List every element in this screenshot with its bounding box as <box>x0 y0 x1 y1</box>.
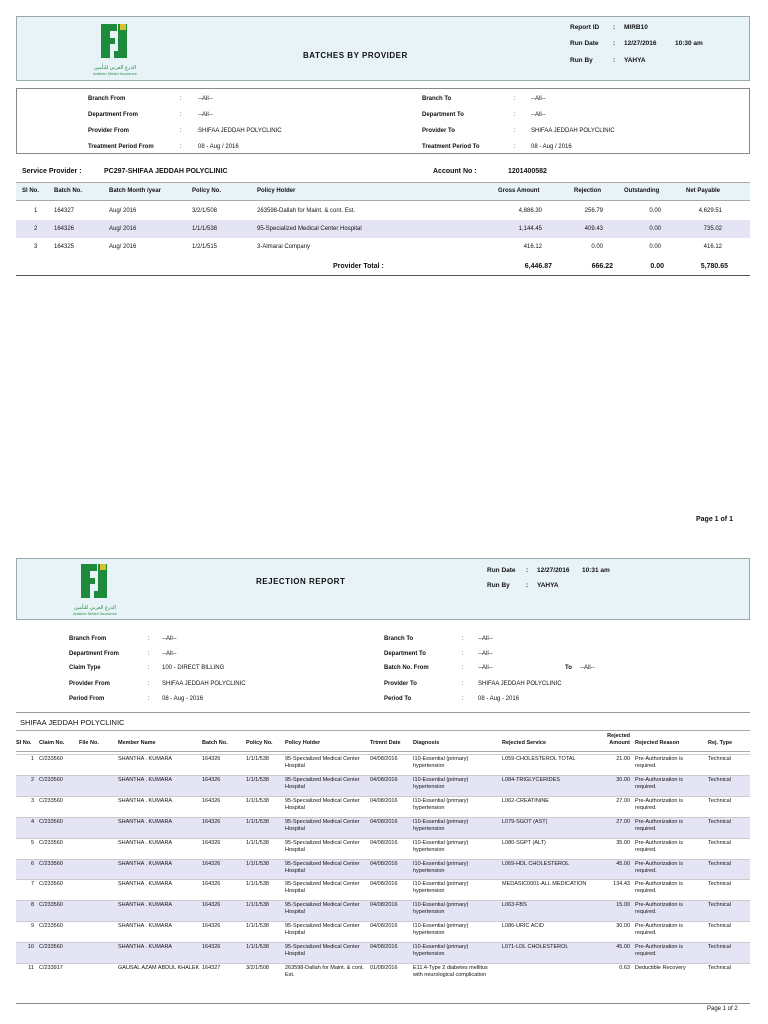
report2-table-cell: 0.63 <box>619 965 630 971</box>
report2-table-cell: 164326 <box>202 756 221 762</box>
report2-table-cell: 30.00 <box>616 923 630 930</box>
report2-table-cell: 5 <box>30 839 34 846</box>
report2-table-cell: 8 <box>30 902 34 909</box>
report2-table-cell: L084-TRIGLYCERIDES <box>502 776 560 783</box>
report1-table-cell: 3-Almarai Company <box>257 244 311 250</box>
report2-table-cell: I10-Essential (primary) hypertension <box>413 756 469 769</box>
report2-table-cell: Pre-Authorization is required. <box>635 881 683 895</box>
report1-service-provider-label: Service Provider : <box>22 168 82 175</box>
report2-table-cell: 164326 <box>202 944 221 951</box>
report2-table-cell: I10-Essential (primary) hypertension <box>413 902 469 916</box>
report1-meta-id-sep: : <box>613 24 616 31</box>
report1-filter-left-sep: : <box>180 112 182 118</box>
report1-meta-date-value: 12/27/2016 <box>624 40 657 47</box>
report2-filter-right-sep: : <box>462 651 464 657</box>
report1-table-cell: 416.12 <box>703 244 722 250</box>
report1-table-cell: 263598-Dallah for Maint. & cont. Est. <box>257 208 356 214</box>
report1-table-cell: 164327 <box>54 208 75 214</box>
report2-filter-right-label: Branch To <box>384 636 414 642</box>
report1-meta-runby-sep: : <box>613 57 616 64</box>
report2-row-separator <box>16 817 750 818</box>
report2-table-cell: 4 <box>30 818 34 825</box>
report2-filter-left-value: 08 - Aug - 2016 <box>162 696 204 702</box>
report2-row-separator <box>16 879 750 880</box>
report1-meta-id-value: MIRB10 <box>624 24 648 31</box>
report2-table-cell: 04/08/2016 <box>370 756 398 762</box>
report1-total-value: 666.22 <box>591 263 613 270</box>
report2-table-cell: 1/1/1/538 <box>246 797 269 804</box>
report2-table-cell: 2 <box>30 776 34 783</box>
report2-table-cell: 95-Specialized Medical Center Hospital <box>285 944 360 958</box>
report2-table-cell: 7 <box>30 881 34 888</box>
report1-table-cell: 735.02 <box>703 226 722 232</box>
report2-row-separator <box>16 942 750 943</box>
report2-table-cell: L086-URIC ACID <box>502 923 544 930</box>
report2-table-cell: C/233560 <box>39 923 63 930</box>
logo-arabic-text-2: الدرع العربي للتأمين <box>74 605 116 611</box>
report2-table-cell: Technical <box>708 756 731 762</box>
report1-account-label: Account No : <box>433 168 477 175</box>
report1-meta-date-label: Run Date <box>570 40 599 47</box>
report2-filter-left-value: --All-- <box>162 651 177 657</box>
report2-batch-to-value: --All-- <box>580 665 595 671</box>
report1-column-header: Batch Month /year <box>109 188 162 194</box>
report2-header <box>16 558 750 620</box>
report2-table-cell: 164326 <box>202 902 221 909</box>
report2-filter-left-sep: : <box>148 696 150 702</box>
report1-filter-left-sep: : <box>180 128 182 134</box>
report1-column-header: Batch No. <box>54 188 83 194</box>
arabian-shield-logo-2 <box>65 560 125 620</box>
report1-filter-left-value: --All-- <box>198 112 213 118</box>
report2-table-cell: 95-Specialized Medical Center Hospital <box>285 860 360 874</box>
report2-table-cell: 27.00 <box>616 797 630 804</box>
report2-table-cell: L069-HDL CHOLESTEROL <box>502 860 570 867</box>
report2-table-cell: Technical <box>708 797 731 804</box>
report1-filter-left-sep: : <box>180 96 182 102</box>
report1-table-cell: 2 <box>34 226 38 232</box>
report2-table-cell: 134.43 <box>613 881 630 888</box>
report2-column-header: Policy No. <box>246 740 273 746</box>
report2-filter-left-label: Department From <box>69 651 120 657</box>
report2-filter-right-value: --All-- <box>478 636 493 642</box>
report1-meta-runby-value: YAHYA <box>624 57 646 64</box>
report1-table-cell: 3 <box>34 244 38 250</box>
report2-row-separator <box>16 963 750 964</box>
logo-english-text-2: Arabian Shield Insurance <box>73 612 117 616</box>
report2-table-cell: SHANTHA . KUMARA <box>118 923 173 930</box>
report1-column-header: Rejection <box>574 188 602 194</box>
report2-table-cell: Pre-Authorization is required. <box>635 860 683 874</box>
report2-table-cell: SHANTHA . KUMARA <box>118 776 173 783</box>
report2-filter-right-label: Provider To <box>384 681 417 687</box>
report2-table-cell: SHANTHA . KUMARA <box>118 881 173 888</box>
report2-table-cell: 04/08/2016 <box>370 860 398 867</box>
report1-table-cell: 0.00 <box>649 244 661 250</box>
report1-column-header: Net Payable <box>686 188 721 194</box>
report2-table-cell: Pre-Authorization is required. <box>635 818 683 832</box>
report2-table-cell: 1/1/1/538 <box>246 839 269 846</box>
report2-table-cell: 164326 <box>202 776 221 783</box>
report1-filter-right-label: Branch To <box>422 96 452 102</box>
report1-filter-right-sep: : <box>514 96 516 102</box>
report2-filter-right-label: Department To <box>384 651 426 657</box>
report1-filter-left-label: Department From <box>88 112 139 118</box>
report1-filter-right-sep: : <box>514 128 516 134</box>
report2-table-cell: Pre-Authorization is required. <box>635 776 683 790</box>
report2-table-cell: C/233560 <box>39 818 63 825</box>
report1-filter-right-value: 08 - Aug / 2016 <box>531 144 572 150</box>
report1-table-cell: 164325 <box>54 244 75 250</box>
report1-table-cell: 1/1/1/538 <box>192 226 218 232</box>
report2-table-cell: 04/08/2016 <box>370 818 398 825</box>
report2-table-cell: I10-Essential (primary) hypertension <box>413 860 469 874</box>
report2-table-cell: L071-LDL CHOLESTEROL <box>502 944 569 951</box>
report2-table-cell: 95-Specialized Medical Center Hospital <box>285 902 360 916</box>
report2-table-cell: 27.00 <box>616 818 630 825</box>
report2-column-header: File No. <box>79 740 99 746</box>
report2-row-separator <box>16 796 750 797</box>
report2-table-cell: 1/1/1/538 <box>246 776 269 783</box>
report2-column-header: Batch No. <box>202 740 228 746</box>
report1-table-cell: 1 <box>34 208 38 214</box>
report1-total-value: 0.00 <box>650 263 664 270</box>
report2-column-header: Trtmnt Date <box>370 740 401 746</box>
report1-filter-right-sep: : <box>514 144 516 150</box>
report2-table-cell: 95-Specialized Medical Center Hospital <box>285 818 360 832</box>
report2-row-separator <box>16 838 750 839</box>
report2-table-cell: L079-SGOT (AST) <box>502 818 548 825</box>
report1-table-cell: 409.43 <box>584 226 603 232</box>
report1-table-cell: 0.00 <box>649 208 661 214</box>
report1-page-number: Page 1 of 1 <box>696 516 733 523</box>
report1-service-provider-value: PC297-SHIFAA JEDDAH POLYCLINIC <box>104 168 228 175</box>
report1-column-header: Sl No. <box>22 188 40 194</box>
report2-table-cell: C/233560 <box>39 944 63 951</box>
report2-table-cell: Deductible Recovery <box>635 965 686 971</box>
report2-table-cell: Pre-Authorization is required. <box>635 797 683 811</box>
report2-table-cell: C/233560 <box>39 902 63 909</box>
report1-filter-left-label: Branch From <box>88 96 126 102</box>
report2-table-cell: GAUSAL AZAM ABDUL KHALEK <box>118 965 200 971</box>
report1-meta-date-sep: : <box>613 40 616 47</box>
report2-row-separator <box>16 754 750 755</box>
report2-table-cell: Technical <box>708 776 731 783</box>
report2-column-header: Rejected Service <box>502 740 547 746</box>
report1-column-header: Policy Holder <box>257 188 296 194</box>
report2-table-cell: 30.00 <box>616 776 630 783</box>
report1-meta-id-label: Report ID <box>570 24 600 31</box>
report1-filter-left-label: Treatment Period From <box>88 144 154 150</box>
report1-filter-left-sep: : <box>180 144 182 150</box>
report2-meta-runby-sep: : <box>526 582 529 589</box>
report2-column-header: Member Name <box>118 740 156 746</box>
report1-title: BATCHES BY PROVIDER <box>303 51 408 60</box>
logo-english-text: Arabian Shield Insurance <box>93 72 137 76</box>
report2-table-cell: 45.00 <box>616 860 630 867</box>
report2-table-cell: 04/08/2016 <box>370 923 398 930</box>
report2-filter-right-value: SHIFAA JEDDAH POLYCLINIC <box>478 681 562 687</box>
report2-table-cell: 164326 <box>202 860 221 867</box>
report2-table-cell: 10 <box>27 944 34 951</box>
report2-meta-time-value: 10:31 am <box>582 567 610 574</box>
report2-table-cell: SHANTHA . KUMARA <box>118 839 173 846</box>
report1-table-cell: 3/2/1/508 <box>192 208 218 214</box>
report2-row-separator <box>16 859 750 860</box>
report2-row-separator <box>16 900 750 901</box>
report1-table-cell: 1/2/1/515 <box>192 244 218 250</box>
report2-table-cell: Technical <box>708 860 731 867</box>
report2-row-separator <box>16 921 750 922</box>
report1-table-cell: 256.79 <box>584 208 603 214</box>
report1-filter-right-value: SHIFAA JEDDAH POLYCLINIC <box>531 128 615 134</box>
report1-table-cell: Aug/ 2016 <box>109 208 137 214</box>
report2-table-cell: 11 <box>28 965 34 971</box>
report2-table-cell: I10-Essential (primary) hypertension <box>413 839 469 853</box>
report2-table-cell: 95-Specialized Medical Center Hospital <box>285 881 360 895</box>
report2-table-cell: C/233560 <box>39 776 63 783</box>
report1-filter-right-label: Provider To <box>422 128 455 134</box>
report2-table-cell: 04/08/2016 <box>370 839 398 846</box>
report2-meta-date-sep: : <box>526 567 529 574</box>
logo-arabic-text: الدرع العربي للتأمين <box>94 65 136 71</box>
report1-filter-right-label: Department To <box>422 112 464 118</box>
report2-column-header: Policy Holder <box>285 740 321 746</box>
report2-title: REJECTION REPORT <box>256 577 346 586</box>
report2-filter-left-value: --All-- <box>162 636 177 642</box>
report2-table-cell: Technical <box>708 923 731 930</box>
report2-filter-right-sep: : <box>462 696 464 702</box>
report2-filter-right-sep: : <box>462 681 464 687</box>
report1-filter-right-label: Treatment Period To <box>422 144 480 150</box>
report2-table-cell: Pre-Authorization is required. <box>635 923 683 937</box>
report2-table-cell: 95-Specialized Medical Center Hospital <box>285 923 360 937</box>
report2-meta-date-value: 12/27/2016 <box>537 567 570 574</box>
report1-filter-right-value: --All-- <box>531 96 546 102</box>
report2-table-cell: Pre-Authorization is required. <box>635 756 683 769</box>
report2-column-header: Claim No. <box>39 740 65 746</box>
report2-table-cell: 21.00 <box>616 756 630 762</box>
report2-table-cell: 45.00 <box>616 944 630 951</box>
report2-table-cell: 95-Specialized Medical Center Hospital <box>285 839 360 853</box>
report2-table-cell: 1/1/1/538 <box>246 756 269 762</box>
report1-divider <box>16 275 750 276</box>
report2-table-cell: C/233560 <box>39 797 63 804</box>
report2-table-cell: L063-FBS <box>502 902 527 909</box>
report1-account-value: 1201400582 <box>508 168 547 175</box>
report2-table-cell: SHANTHA . KUMARA <box>118 944 173 951</box>
report2-column-header: Sl No. <box>16 740 32 746</box>
report2-filter-right-value: --All-- <box>478 665 493 671</box>
report2-table-cell: 01/08/2016 <box>370 965 398 971</box>
report2-table-cell: 3 <box>30 797 34 804</box>
report1-filter-left-value: SHIFAA JEDDAH POLYCLINIC <box>198 128 282 134</box>
report2-table-cell: 04/08/2016 <box>370 797 398 804</box>
report1-provider-total-label: Provider Total : <box>333 263 384 270</box>
report2-table-cell: 95-Specialized Medical Center Hospital <box>285 776 360 790</box>
report2-filter-right-label: Period To <box>384 696 412 702</box>
report1-table-cell: 416.12 <box>523 244 542 250</box>
report2-filter-right-sep: : <box>462 636 464 642</box>
report2-table-cell: L062-CREATININE <box>502 797 549 804</box>
report2-meta-runby-label: Run By <box>487 582 510 589</box>
report2-table-cell: Pre-Authorization is required. <box>635 902 683 916</box>
report2-table-cell: Technical <box>708 902 731 909</box>
report2-column-header: Rej. Type <box>708 740 733 746</box>
report2-table-cell: SHANTHA . KUMARA <box>118 756 173 762</box>
report2-table-cell: 1/1/1/538 <box>246 902 269 909</box>
report1-table-cell: 0.00 <box>591 244 603 250</box>
report2-table-cell: SHANTHA . KUMARA <box>118 818 173 825</box>
report2-table-cell: 1/1/1/538 <box>246 944 269 951</box>
report2-table-cell: E11.4-Type 2 diabetes mellitus with neurological complication <box>413 965 488 978</box>
report1-column-header: Outstanding <box>624 188 660 194</box>
report1-table-cell: 4,629.51 <box>698 208 722 214</box>
report2-table-cell: Pre-Authorization is required. <box>635 839 683 853</box>
report2-table-cell: 1/1/1/538 <box>246 923 269 930</box>
report2-page-number: Page 1 of 2 <box>707 1006 738 1012</box>
report2-filter-left-sep: : <box>148 665 150 671</box>
report2-table-cell: MEDASIC0001-ALL MEDICATION <box>502 881 587 888</box>
report1-table-cell: 164326 <box>54 226 75 232</box>
report2-table-cell: Technical <box>708 881 731 888</box>
report2-table-cell: Technical <box>708 944 731 951</box>
report2-filter-right-value: 08 - Aug - 2016 <box>478 696 520 702</box>
report2-table-cell: 263598-Dallah for Maint. & cont. Est. <box>285 965 364 978</box>
report2-table-cell: 04/08/2016 <box>370 776 398 783</box>
report2-table-cell: Technical <box>708 839 731 846</box>
report2-table-cell: 164326 <box>202 818 221 825</box>
report2-filter-right-label: Batch No. From <box>384 665 429 671</box>
report1-filter-right-value: --All-- <box>531 112 546 118</box>
report1-column-header: Policy No. <box>192 188 222 194</box>
report2-filter-left-value: SHIFAA JEDDAH POLYCLINIC <box>162 681 246 687</box>
report2-table-cell: C/233560 <box>39 860 63 867</box>
report2-filter-left-sep: : <box>148 636 150 642</box>
report2-table-cell: 164326 <box>202 923 221 930</box>
report2-meta-runby-value: YAHYA <box>537 582 559 589</box>
report2-table-cell: L059-CHOLESTEROL TOTAL <box>502 756 576 762</box>
report2-table-cell: 164326 <box>202 839 221 846</box>
report2-filter-left-value: 100 - DIRECT BILLING <box>162 665 225 671</box>
report2-filter-left-label: Branch From <box>69 636 107 642</box>
report1-filter-left-value: --All-- <box>198 96 213 102</box>
report2-table-cell: I10-Essential (primary) hypertension <box>413 944 469 958</box>
report2-table-cell: Technical <box>708 965 731 971</box>
report2-table-cell: 3/2/1/508 <box>246 965 269 971</box>
report1-meta-runby-label: Run By <box>570 57 593 64</box>
report2-column-header: Diagnosis <box>413 740 440 746</box>
report2-table-cell: C/233917 <box>39 965 63 971</box>
report2-table-cell: 1/1/1/538 <box>246 860 269 867</box>
report2-filter-right-sep: : <box>462 665 464 671</box>
report2-table-cell: 9 <box>30 923 34 930</box>
report2-table-cell: 6 <box>30 860 34 867</box>
report2-table-cell: I10-Essential (primary) hypertension <box>413 776 469 790</box>
report2-filter-left-label: Provider From <box>69 681 111 687</box>
report2-table-cell: Pre-Authorization is required. <box>635 944 683 958</box>
report1-table-cell: 0.00 <box>649 226 661 232</box>
report2-filter-left-sep: : <box>148 681 150 687</box>
report2-table-cell: I10-Essential (primary) hypertension <box>413 923 469 937</box>
report1-filter-left-value: 08 - Aug / 2016 <box>198 144 239 150</box>
report2-table-cell: 95-Specialized Medical Center Hospital <box>285 756 360 769</box>
report1-filter-left-label: Provider From <box>88 128 130 134</box>
report2-divider-bottom <box>16 1003 750 1004</box>
report1-table-cell: Aug/ 2016 <box>109 244 137 250</box>
report2-table-cell: 04/08/2016 <box>370 881 398 888</box>
report2-table-cell: 164327 <box>202 965 221 971</box>
report2-table-cell: Technical <box>708 818 731 825</box>
report2-table-cell: 164326 <box>202 881 221 888</box>
report2-provider-heading: SHIFAA JEDDAH POLYCLINIC <box>20 718 125 727</box>
report2-table-cell: 1/1/1/538 <box>246 818 269 825</box>
report2-column-header: Rejected Reason <box>635 740 680 746</box>
report2-filter-right-value: --All-- <box>478 651 493 657</box>
report2-column-header: Rejected Amount <box>607 733 630 746</box>
report1-table-cell: Aug/ 2016 <box>109 226 137 232</box>
report1-total-value: 5,780.65 <box>700 263 728 270</box>
report2-table-cell: I10-Essential (primary) hypertension <box>413 881 469 895</box>
report2-table-cell: C/233560 <box>39 756 63 762</box>
report2-table-cell: 1/1/1/538 <box>246 881 269 888</box>
report2-table-cell: 35.00 <box>616 839 630 846</box>
report2-row-separator <box>16 775 750 776</box>
report2-table-cell: 04/08/2016 <box>370 902 398 909</box>
report2-table-cell: SHANTHA . KUMARA <box>118 860 173 867</box>
report2-filter-left-label: Period From <box>69 696 105 702</box>
report1-filter-right-sep: : <box>514 112 516 118</box>
report2-table-cell: SHANTHA . KUMARA <box>118 902 173 909</box>
report2-filter-left-sep: : <box>148 651 150 657</box>
report2-table-cell: SHANTHA . KUMARA <box>118 797 173 804</box>
report2-table-cell: 04/08/2016 <box>370 944 398 951</box>
report1-total-value: 6,446.87 <box>524 263 552 270</box>
report2-table-cell: I10-Essential (primary) hypertension <box>413 818 469 832</box>
report2-table-cell: I10-Essential (primary) hypertension <box>413 797 469 811</box>
report2-divider-top <box>16 712 750 713</box>
report1-table-cell: 1,144.45 <box>518 226 542 232</box>
arabian-shield-logo <box>85 20 145 80</box>
report2-batch-to-label: To <box>565 665 572 671</box>
report1-table-cell: 4,886.30 <box>518 208 542 214</box>
report1-meta-time-value: 10:30 am <box>675 40 703 47</box>
report2-table-cell: C/233560 <box>39 839 63 846</box>
report2-meta-date-label: Run Date <box>487 567 516 574</box>
report1-column-header: Gross Amount <box>498 188 540 194</box>
report2-table-cell: 164326 <box>202 797 221 804</box>
report2-table-cell: 1 <box>30 756 34 762</box>
report2-table-cell: 15.00 <box>616 902 630 909</box>
report2-filter-left-label: Claim Type <box>69 665 101 671</box>
report2-table-cell: L080-SGPT (ALT) <box>502 839 546 846</box>
report2-table-cell: C/233560 <box>39 881 63 888</box>
report1-table-cell: 95-Specialized Medical Center Hospital <box>257 226 362 232</box>
report2-table-cell: 95-Specialized Medical Center Hospital <box>285 797 360 811</box>
